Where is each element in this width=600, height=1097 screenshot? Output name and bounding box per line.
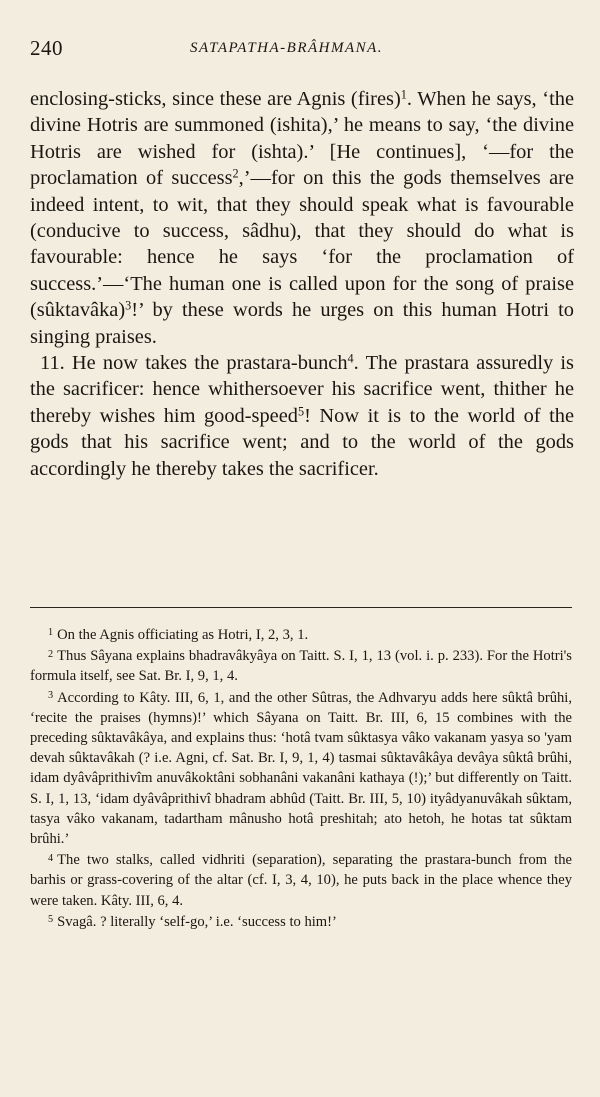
text-run: . When he says, ‘the divine Hotris are summoned (ishita),’ he means to say, ‘the divine Hotris are wished for (ishta).’ [He continues], ‘—for the proclamation of success — [30, 88, 574, 190]
footnote-mark: 5 — [48, 914, 54, 926]
paragraph-11 — [30, 350, 574, 482]
footnote-ref-5: 5 — [297, 404, 305, 419]
footnote-3 — [30, 688, 572, 850]
footnote-ref-1: 1 — [400, 87, 407, 102]
text-run: . The prastara assuredly is the sacrificer: hence whithersoever his sacrifice went, thither he thereby wishes him good-speed — [30, 352, 574, 427]
main-text — [30, 86, 574, 482]
footnote-ref-4: 4 — [347, 351, 354, 366]
paragraph-continuation — [30, 86, 574, 350]
page-number: 240 — [30, 36, 63, 60]
text-run: !’ by these words he urges on this human Hotri to singing praises. — [30, 299, 574, 348]
footnotes — [30, 625, 572, 933]
footnote-text: According to Kâty. III, 6, 1, and the other Sûtras, the Adhvaryu adds here sûktâ brûhi, ‘recite the praises (hymns)!’ which Sâyana on Taitt. Br. III, 6, 15 combines with the preceding sûktavâkâya, and explains thus: ‘hotâ tvam sûktasya vâko vakanam yasya so 'yam devah sûktavâkah (? i.e. Agni, cf. Sat. Br. I, 9, 1, 4) tasmai sûktavâkâya devâya sûktâ brûhi, idam dyâvâprithivîm anuvâkoktâni sobhanâni vakanâni kathaya (!);’ but differently on Taitt. S. I, 1, 13, ‘idam dyâvâprithivî bhadram abhûd (Taitt. Br. III, 5, 10) ityâdyanuvâkah sûktam, tasya vâko vakanam, tadartham mânusho hotâ preshitah; ato hetoh, he hotas tat sûktam brûhi.’ — [30, 689, 572, 848]
text-run: 11. He now takes the prastara-bunch — [40, 352, 348, 375]
footnote-text: Thus Sâyana explains bhadravâkyâya on Taitt. S. I, 1, 13 (vol. i. p. 233). For the Hotri's formula itself, see Sat. Br. I, 9, 1, 4. — [30, 648, 572, 685]
footnote-mark: 2 — [48, 648, 54, 660]
footnote-text: Svagâ. ? literally ‘self-go,’ i.e. ‘success to him!’ — [57, 913, 337, 930]
text-run: ,’—for on this the gods themselves are indeed intent, to wit, that they should speak what is favourable (conducive to success, sâdhu), that they should do what is favourable: hence he says ‘for the proclamation of success.’—‘The human one is called upon for the song of praise (sûktavâka) — [30, 167, 574, 322]
footnote-mark: 4 — [48, 852, 54, 864]
text-run: enclosing-sticks, since these are Agnis (fires) — [30, 88, 401, 110]
footnote-mark: 3 — [48, 690, 54, 702]
footnote-mark: 1 — [48, 627, 54, 639]
footnote-text: On the Agnis officiating as Hotri, I, 2, 3, 1. — [57, 627, 309, 643]
footnote-5 — [30, 912, 572, 932]
running-title: SATAPATHA-BRÂHMANA. — [190, 40, 384, 56]
footnote-2 — [30, 646, 572, 686]
footnote-ref-2: 2 — [232, 166, 239, 181]
footnote-1 — [30, 625, 572, 645]
text-run: ! Now it is to the world of the gods that his sacrifice went; and to the world of the gods accordingly he thereby takes the sacrificer. — [30, 404, 574, 480]
footnote-text: The two stalks, called vidhriti (separation), separating the prastara-bunch from the barhis or grass-covering of the altar (cf. I, 3, 4, 10), he puts back in the place whence they were taken. Kâty. III, 6, 4. — [30, 852, 572, 909]
footnote-divider — [30, 607, 572, 608]
page-header — [30, 36, 570, 66]
footnote-4 — [30, 850, 572, 911]
footnote-ref-3: 3 — [125, 298, 132, 313]
